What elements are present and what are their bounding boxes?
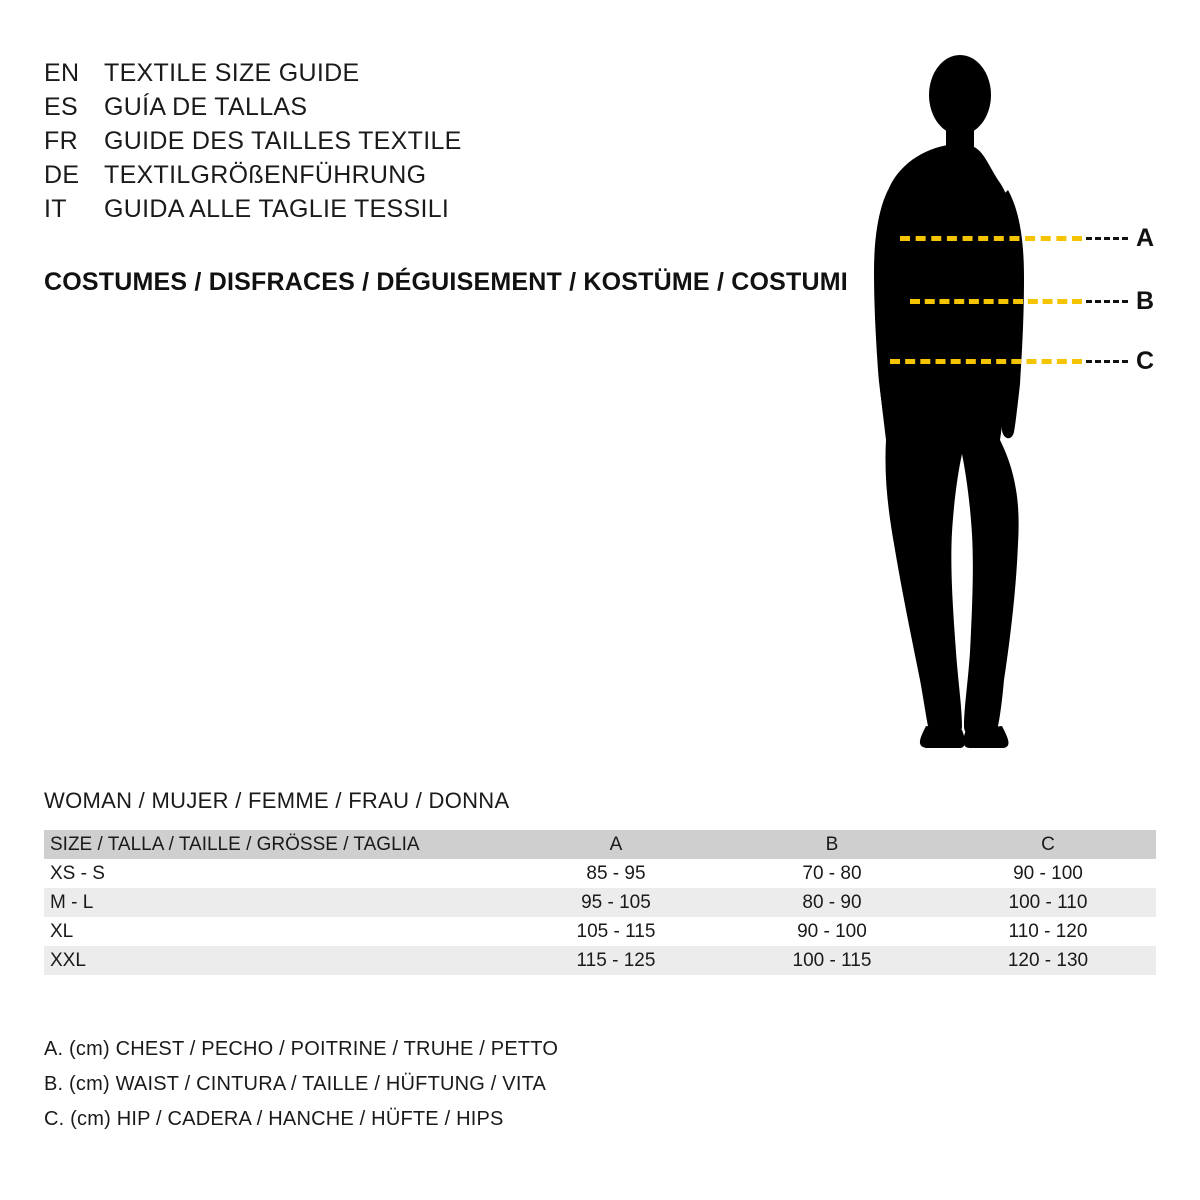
language-code-it: IT <box>44 195 67 223</box>
measure-leader-a <box>1086 237 1128 240</box>
language-row-it <box>44 192 804 226</box>
cell-size: M - L <box>50 891 94 913</box>
cell-b: 80 - 90 <box>802 891 862 913</box>
language-row-fr <box>44 124 804 158</box>
cell-size: XS - S <box>50 862 105 884</box>
table-row <box>44 888 1156 917</box>
legend-line-a: A. (cm) CHEST / PECHO / POITRINE / TRUHE / PETTO <box>44 1038 559 1060</box>
measure-row-a <box>900 223 1155 252</box>
language-text-en: TEXTILE SIZE GUIDE <box>104 59 360 87</box>
measure-row-c <box>890 346 1155 375</box>
measure-label-c: C <box>1136 346 1155 375</box>
table-row <box>44 917 1156 946</box>
language-text-es: GUÍA DE TALLAS <box>104 93 308 121</box>
measure-dash-b <box>910 299 1082 304</box>
legend-line-c: C. (cm) HIP / CADERA / HANCHE / HÜFTE / HIPS <box>44 1108 504 1130</box>
cell-b: 100 - 115 <box>792 949 872 971</box>
legend-line-b: B. (cm) WAIST / CINTURA / TAILLE / HÜFTUNG / VITA <box>44 1073 547 1095</box>
cell-c: 100 - 110 <box>1008 891 1088 913</box>
column-header-c: C <box>1041 833 1055 855</box>
cell-a: 115 - 125 <box>576 949 656 971</box>
measure-leader-b <box>1086 300 1128 303</box>
language-row-de <box>44 158 804 192</box>
measure-dash-c <box>890 359 1082 364</box>
measure-leader-c <box>1086 360 1128 363</box>
cell-size: XXL <box>50 949 86 971</box>
measure-label-b: B <box>1136 286 1155 315</box>
costumes-subtitle: COSTUMES / DISFRACES / DÉGUISEMENT / KOSTÜME / COSTUMI <box>44 268 848 296</box>
measurement-legend <box>44 1032 558 1137</box>
language-text-de: TEXTILGRÖßENFÜHRUNG <box>104 161 427 189</box>
body-figure <box>830 40 1170 750</box>
woman-silhouette-icon <box>830 40 1170 750</box>
language-code-fr: FR <box>44 127 78 155</box>
language-text-it: GUIDA ALLE TAGLIE TESSILI <box>104 195 450 223</box>
size-table-header <box>44 830 1156 859</box>
cell-b: 70 - 80 <box>802 862 862 884</box>
table-row <box>44 859 1156 888</box>
cell-c: 90 - 100 <box>1013 862 1083 884</box>
cell-a: 85 - 95 <box>586 862 646 884</box>
measure-row-b <box>910 286 1155 315</box>
size-table <box>44 830 1156 975</box>
language-list <box>44 56 804 226</box>
column-header-b: B <box>825 833 839 855</box>
language-row-es <box>44 90 804 124</box>
table-section-title: WOMAN / MUJER / FEMME / FRAU / DONNA <box>44 788 510 813</box>
cell-a: 105 - 115 <box>576 920 656 942</box>
measure-dash-a <box>900 236 1082 241</box>
cell-size: XL <box>50 920 74 942</box>
column-header-size: SIZE / TALLA / TAILLE / GRÖSSE / TAGLIA <box>50 833 420 855</box>
column-header-a: A <box>609 833 623 855</box>
language-code-en: EN <box>44 59 80 87</box>
cell-a: 95 - 105 <box>581 891 651 913</box>
language-code-de: DE <box>44 161 80 189</box>
table-row <box>44 946 1156 975</box>
cell-b: 90 - 100 <box>797 920 867 942</box>
language-code-es: ES <box>44 93 78 121</box>
cell-c: 120 - 130 <box>1007 949 1089 971</box>
language-row-en <box>44 56 804 90</box>
language-text-fr: GUIDE DES TAILLES TEXTILE <box>104 127 462 155</box>
table-header-row <box>44 830 1156 859</box>
measure-label-a: A <box>1136 223 1155 252</box>
size-table-body <box>44 859 1156 975</box>
cell-c: 110 - 120 <box>1008 920 1088 942</box>
